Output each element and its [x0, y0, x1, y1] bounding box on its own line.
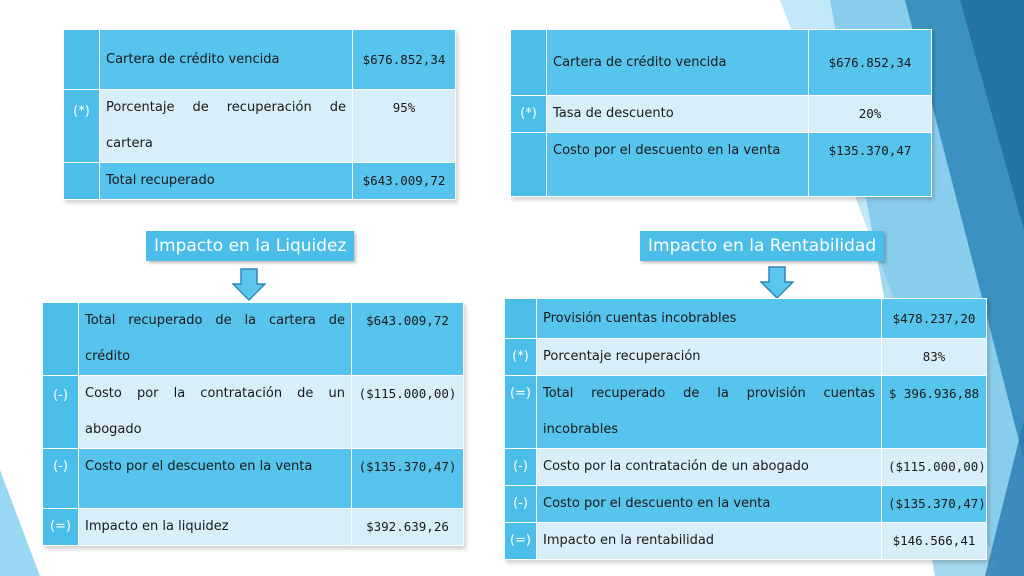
table-row — [43, 376, 464, 449]
row-symbol — [511, 133, 547, 197]
row-symbol: (=) — [505, 523, 537, 560]
row-value: $392.639,26 — [352, 509, 464, 546]
row-value: 20% — [809, 96, 932, 133]
row-value: ($135.370,47) — [882, 486, 987, 523]
row-description: Total recuperado de la cartera de crédito — [79, 303, 352, 376]
table-row — [505, 486, 987, 523]
row-symbol: (-) — [505, 486, 537, 523]
table-row — [505, 376, 987, 449]
table-row — [511, 96, 932, 133]
table-row — [511, 133, 932, 197]
profitability-impact-heading: Impacto en la Rentabilidad — [640, 231, 884, 261]
row-description: Total recuperado de la provisión cuentas incobrables — [537, 376, 882, 449]
row-description: Porcentaje recuperación — [537, 339, 882, 376]
down-arrow-icon — [232, 268, 266, 302]
table-row — [505, 299, 987, 339]
table-row — [43, 509, 464, 546]
row-value: $ 396.936,88 — [882, 376, 987, 449]
row-symbol — [64, 163, 100, 200]
row-symbol: (-) — [43, 376, 79, 449]
liquidity-impact-heading: Impacto en la Liquidez — [146, 231, 354, 261]
table-row — [64, 90, 456, 163]
row-description: Provisión cuentas incobrables — [537, 299, 882, 339]
row-symbol: (*) — [505, 339, 537, 376]
row-description: Costo por la contratación de un abogado — [537, 449, 882, 486]
row-value: 83% — [882, 339, 987, 376]
left-decoration — [0, 470, 40, 576]
down-arrow-icon — [760, 266, 794, 300]
row-symbol — [511, 30, 547, 96]
row-symbol — [505, 299, 537, 339]
row-description: Costo por el descuento en la venta — [547, 133, 809, 197]
row-value: $643.009,72 — [352, 303, 464, 376]
row-description: Impacto en la rentabilidad — [537, 523, 882, 560]
row-symbol — [43, 303, 79, 376]
table-row — [43, 303, 464, 376]
row-value: ($115.000,00) — [882, 449, 987, 486]
table-row — [505, 449, 987, 486]
row-value: ($115.000,00) — [352, 376, 464, 449]
row-value: $135.370,47 — [809, 133, 932, 197]
table-row — [64, 163, 456, 200]
row-value: $643.009,72 — [353, 163, 456, 200]
table-row — [511, 30, 932, 96]
row-value: $676.852,34 — [353, 30, 456, 90]
row-value: $478.237,20 — [882, 299, 987, 339]
row-description: Costo por el descuento en la venta — [537, 486, 882, 523]
row-description: Porcentaje de recuperación de cartera — [100, 90, 353, 163]
profitability-table — [504, 298, 987, 560]
row-value: $676.852,34 — [809, 30, 932, 96]
row-symbol: (=) — [43, 509, 79, 546]
row-value: 95% — [353, 90, 456, 163]
table-row — [43, 449, 464, 509]
row-description: Tasa de descuento — [547, 96, 809, 133]
row-description: Cartera de crédito vencida — [100, 30, 353, 90]
row-symbol: (-) — [505, 449, 537, 486]
row-symbol: (-) — [43, 449, 79, 509]
row-symbol: (*) — [64, 90, 100, 163]
row-description: Impacto en la liquidez — [79, 509, 352, 546]
row-symbol — [64, 30, 100, 90]
row-description: Costo por la contratación de un abogado — [79, 376, 352, 449]
row-description: Costo por el descuento en la venta — [79, 449, 352, 509]
row-symbol: (*) — [511, 96, 547, 133]
table-row — [64, 30, 456, 90]
row-value: $146.566,41 — [882, 523, 987, 560]
row-value: ($135.370,47) — [352, 449, 464, 509]
row-symbol: (=) — [505, 376, 537, 449]
row-description: Cartera de crédito vencida — [547, 30, 809, 96]
row-description: Total recuperado — [100, 163, 353, 200]
table-row — [505, 523, 987, 560]
recovery-table — [63, 29, 456, 200]
discount-table — [510, 29, 932, 197]
liquidity-table — [42, 302, 464, 546]
table-row — [505, 339, 987, 376]
